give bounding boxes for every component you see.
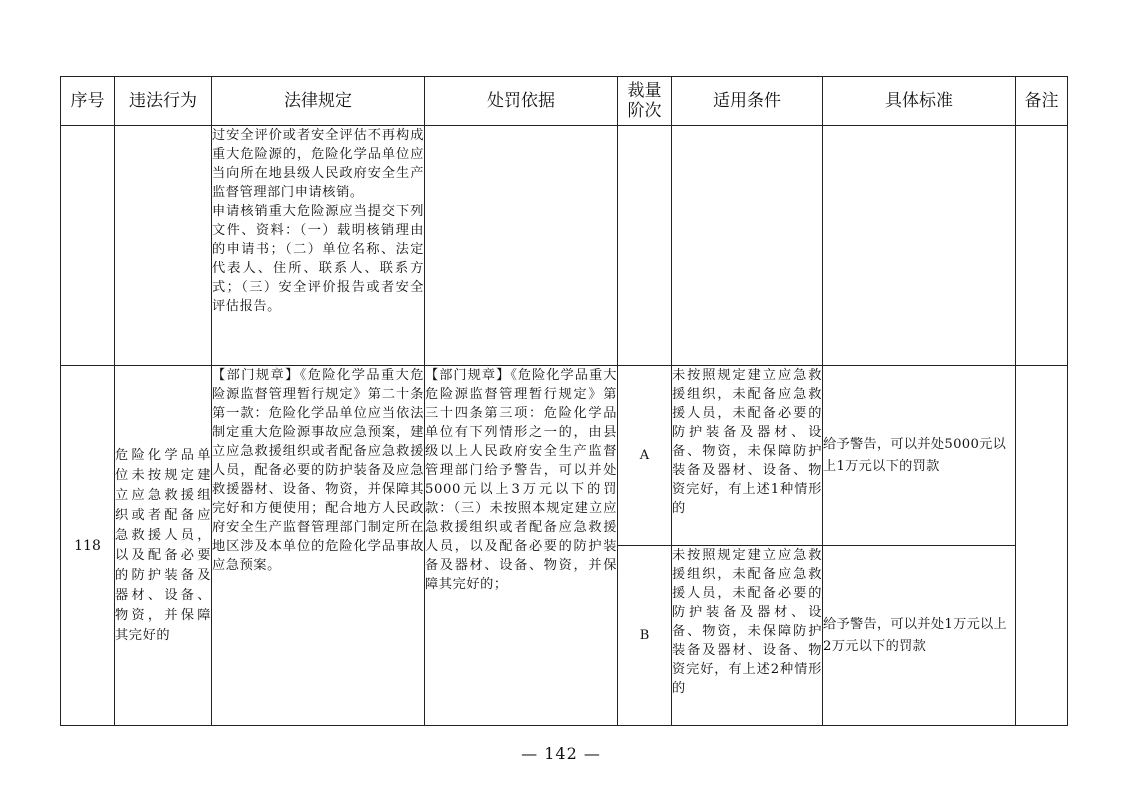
continued-violation-cell — [115, 126, 212, 366]
row-118-seq: 118 — [61, 366, 115, 726]
continued-condition-cell — [672, 126, 823, 366]
header-conditions: 适用条件 — [672, 77, 823, 126]
row-118-standard-b: 给予警告，可以并处1万元以上2万元以下的罚款 — [823, 546, 1016, 726]
row-118-penalty-basis: 【部门规章】《危险化学品重大危险源监督管理暂行规定》第三十四条第三项：危险化学品单位有下列情形之一的，由县级以上人民政府安全生产监督管理部门给予警告，可以并处5000元以上3万元以下的罚款：（三）未按照本规定建立应急救援组织或者配备应急救援人员，以及配备必要的防护装备及器材、设备、物资，并保障其完好的； — [425, 366, 618, 726]
table-header-row — [61, 77, 1068, 126]
continued-penalty-cell — [425, 126, 618, 366]
row-118-violation: 危险化学品单位未按规定建立应急救援组织或者配备应急救援人员，以及配备必要的防护装备及器材、设备、物资，并保障其完好的 — [115, 366, 212, 726]
continued-grade-cell — [618, 126, 672, 366]
header-law: 法律规定 — [212, 77, 425, 126]
header-seq: 序号 — [61, 77, 115, 126]
row-118-law: 【部门规章】《危险化学品重大危险源监督管理暂行规定》第二十条第一款：危险化学品单位应当依法制定重大危险源事故应急预案，建立应急救援组织或者配备应急救援人员，配备必要的防护装备及应急救援器材、设备、物资，并保障其完好和方便使用；配合地方人民政府安全生产监督管理部门制定所在地区涉及本单位的危险化学品事故应急预案。 — [212, 366, 425, 726]
page-number: — 142 — — [521, 744, 601, 763]
continued-remarks-cell — [1016, 126, 1068, 366]
row-118-grade-a: A — [618, 366, 672, 546]
continued-standard-cell — [823, 126, 1016, 366]
header-violation: 违法行为 — [115, 77, 212, 126]
header-grade-level — [618, 77, 672, 126]
row-118-grade-b: B — [618, 546, 672, 726]
continued-law-cell — [212, 126, 425, 366]
header-penalty-basis: 处罚依据 — [425, 77, 618, 126]
header-grade-level-line1: 裁量 — [627, 81, 662, 101]
table-row-118-a — [61, 366, 1068, 546]
header-standard: 具体标准 — [823, 77, 1016, 126]
header-grade-level-line2: 阶次 — [627, 101, 662, 121]
header-remarks: 备注 — [1016, 77, 1068, 126]
continued-law-text: 过安全评价或者安全评估不再构成重大危险源的，危险化学品单位应当向所在地县级人民政府安全生产监督管理部门申请核销。 申请核销重大危险源应当提交下列文件、资料：（一）载明核销理由的申请书；（二）单位名称、法定代表人、住所、联系人、联系方式；（三）安全评价报告或者安全评估报告。 — [212, 128, 424, 314]
row-118-remarks — [1016, 366, 1068, 726]
table-row-continued — [61, 126, 1068, 366]
penalty-standard-table — [60, 76, 1068, 726]
continued-seq-cell — [61, 126, 115, 366]
row-118-condition-b: 未按照规定建立应急救援组织，未配备应急救援人员，未配备必要的防护装备及器材、设备、物资，未保障防护装备及器材、设备、物资完好，有上述2种情形的 — [672, 546, 823, 726]
row-118-standard-a: 给予警告，可以并处5000元以上1万元以下的罚款 — [823, 366, 1016, 546]
row-118-condition-a: 未按照规定建立应急救援组织，未配备应急救援人员，未配备必要的防护装备及器材、设备、物资，未保障防护装备及器材、设备、物资完好，有上述1种情形的 — [672, 366, 823, 546]
